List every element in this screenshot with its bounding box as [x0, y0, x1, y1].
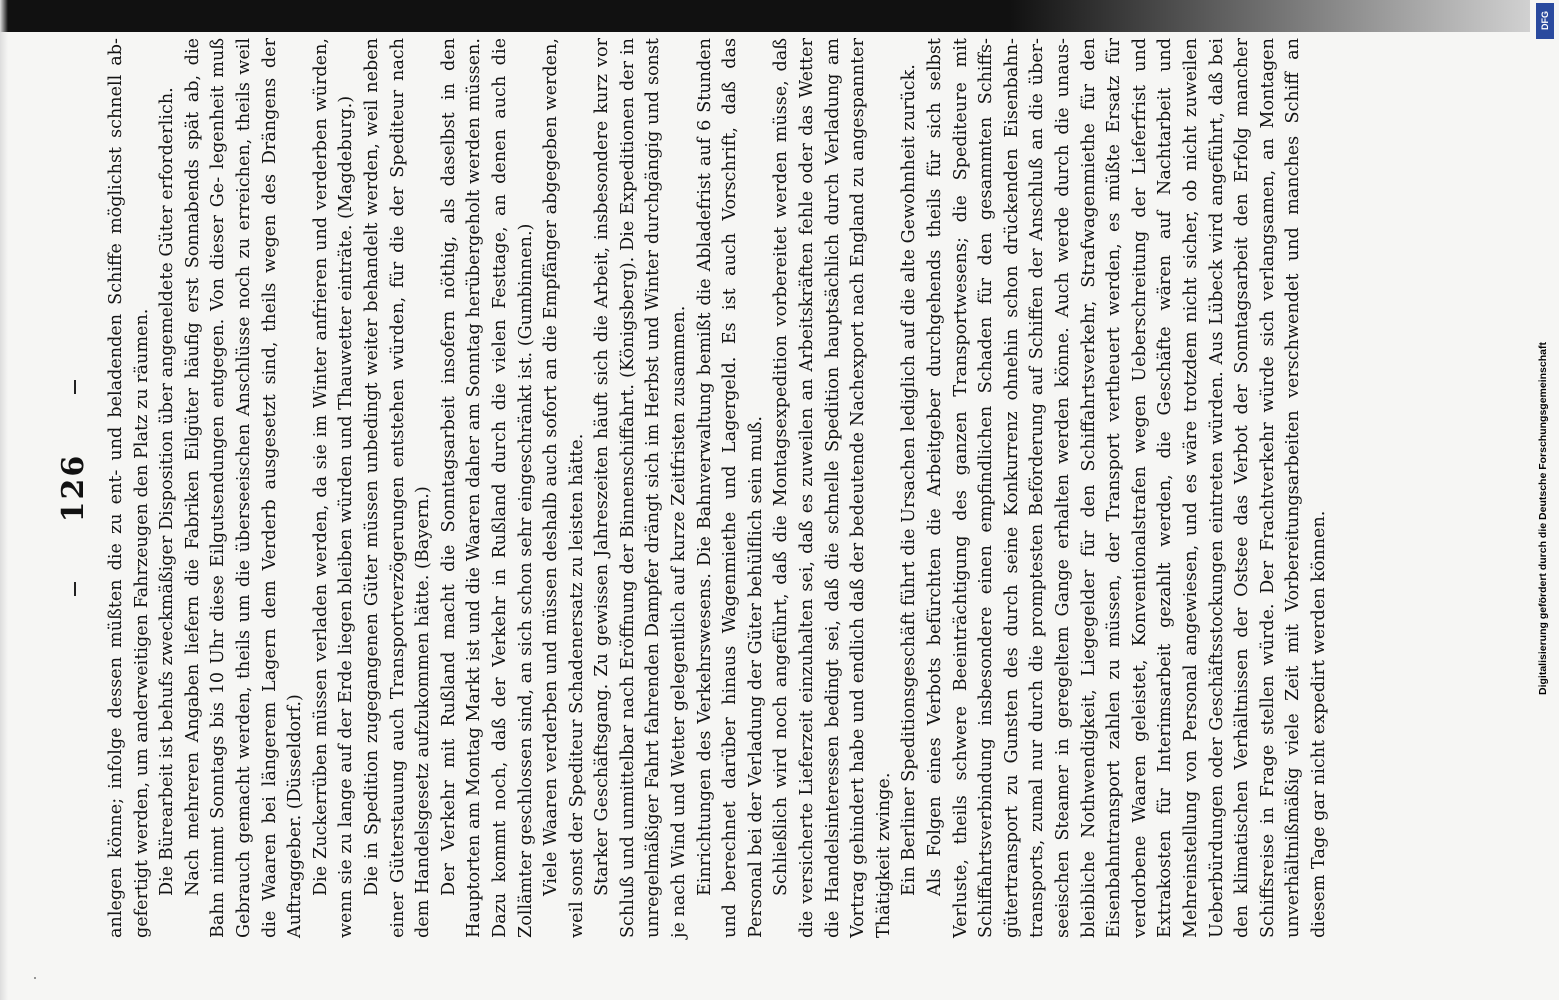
paragraph: Starker Geschäftsgang. Zu gewissen Jahreszeiten häuft sich die Arbeit, insbesondere kurz vor Schluß und unmittelbar nach Eröffnung der Binnenschiffahrt. (Königsberg). Die Expeditionen der in unregelmäßiger Fahrt fahrenden Dampfer drängt sich im Herbst und Winter durchgängig und sonst je nach Wind und Wetter gelegentlich auf kurze Zeitfristen zusammen.: [592, 38, 690, 938]
paragraph: Viele Waaren verderben und müssen deshalb auch sofort an die Empfänger abgegeben werden, weil sonst der Spediteur Schadenersatz zu leisten hätte.: [541, 38, 587, 938]
paragraph: Als Folgen eines Verbots befürchten die Arbeitgeber durchgehends theils für sich selbst Verluste, theils schwere Beeinträchtigung des ganzen Transportwesens; die Spediteure mit Schiffahrtsverbindung insbesondere einen empfindlichen Schaden für den gesammten Schiffs- gütertransport zu Gunsten des durch seine Konkurrenz ohnehin schon drückenden Eisenbahn- transports, zumal nur durch die promptesten Beförderung auf Schiffen der Anschluß an die über- seeischen Steamer in geregeltem Gange erhalten werden könne. Auch werde durch die unaus- bleibliche Nothwendigkeit, Liegegelder für den Schiffahrtsverkehr, Strafwagenmiethe für den Eisenbahntransport zahlen zu müssen, der Transport vertheuert werden, es müßte Ersatz für verdorbene Waaren geleistet, Konventionalstrafen wegen Ueberschreitung der Lieferfrist und Extrakosten für Interimsarbeit gezahlt werden, die Geschäfte wären auf Nachtarbeit und Mehreinstellung von Personal angewiesen, und es wäre trotzdem nicht sicher, ob nicht zuweilen Ueberbürdungen oder Geschäftsstockungen eintreten würden. Aus Lübeck wird angeführt, daß bei den klimatischen Verhältnissen der Ostsee das Verbot der Sonntagsarbeit den Erfolg mancher Schiffsreise in Frage stellen würde. Der Frachtverkehr würde sich verlangsamen, an Montagen unverhältnißmäßig viele Zeit mit Vorbereitungsarbeiten verschwendet und manches Schiff an diesem Tage gar nicht expedirt werden können.: [925, 38, 1329, 938]
paragraph: anlegen könne; infolge dessen müßten die zu ent- und beladenden Schiffe möglichst schnell ab- gefertigt werden, um anderweitigen Fahrzeugen den Platz zu räumen.: [106, 38, 152, 938]
dfg-logo: DFG: [1536, 3, 1554, 39]
paragraph: Die Zuckerrüben müssen verladen werden, da sie im Winter anfrieren und verderben würden, wenn sie zu lange auf der Erde liegen bleiben würden und Thauwetter einträte. (Magdeburg.): [310, 38, 357, 938]
scan-top-edge: [0, 0, 1530, 32]
paragraph: Die Bürearbeit ist behufs zweckmäßiger Disposition über angemeldete Güter erforderlich.: [157, 87, 178, 896]
page-header: [56, 38, 106, 938]
paragraph: Einrichtungen des Verkehrswesens. Die Bahnverwaltung bemißt die Abladefrist auf 6 Stunden und berechnet darüber hinaus Wagenmiethe und Lagergeld. Es ist auch Vorschrift, daß das Personal bei der Verladung der Güter behülflich sein muß.: [694, 38, 766, 938]
page-number: 126: [56, 453, 91, 523]
funding-note: Digitalisierung gefördert durch die Deutsche Forschungsgemeinschaft: [1537, 342, 1549, 695]
paragraph: Ein Berliner Speditionsgeschäft führt die Ursachen lediglich auf die alte Gewohnheit zurück.: [899, 64, 920, 896]
page-number-dash-left: [74, 582, 76, 596]
funding-sidebar: [1535, 0, 1557, 1000]
book-page: [56, 38, 1456, 938]
paragraph: Die in Spedition zugegangenen Güter müssen unbedingt weiter behandelt werden, weil neben einer Güterstauung auch Transportverzögerungen entstehen würden, für die der Spediteur nach dem Handelsgesetz aufzukommen hätte. (Bayern.): [361, 38, 434, 938]
page-body: [104, 38, 1333, 938]
scan-top-edge-fade: [1010, 0, 1530, 32]
page-number-dash-right: [74, 380, 76, 394]
scan-speck: [34, 977, 36, 979]
paragraph: Schließlich wird noch angeführt, daß die Montagsexpedition vorbereitet werden müsse, daß die versicherte Lieferzeit einzuhalten sei, daß es zuweilen an Arbeitskräften fehle oder das Wetter die Handelsinteressen bedingt sei, daß die schnelle Spedition hauptsächlich durch Verladung am Vortrag gehindert habe und endlich daß der bedeutende Nachexport nach England zu angespannter Thätigkeit zwinge.: [771, 38, 894, 938]
scan-left-edge: [0, 0, 8, 1000]
paragraph: Der Verkehr mit Rußland macht die Sonntagsarbeit insofern nöthig, als daselbst in den Hauptorten am Montag Markt ist und die Waaren daher am Sonntag herübergeholt werden müssen. Dazu kommt noch, daß der Verkehr in Rußland durch die vielen Festtage, an denen auch die Zollämter geschlossen sind, an sich schon sehr eingeschränkt ist. (Gumbinnen.): [438, 38, 536, 938]
paragraph: Nach mehreren Angaben liefern die Fabriken Eilgüter häufig erst Sonnabends spät ab, die Bahn nimmt Sonntags bis 10 Uhr diese Eilgutsendungen entgegen. Von dieser Ge- legenheit muß Gebrauch gemacht werden, theils um die überseeischen Anschlüsse noch zu erreichen, theils weil die Waaren bei längerem Lagern dem Verderb ausgesetzt sind, theils wegen des Drängens der Auftraggeber. (Düsseldorf.): [182, 38, 306, 938]
